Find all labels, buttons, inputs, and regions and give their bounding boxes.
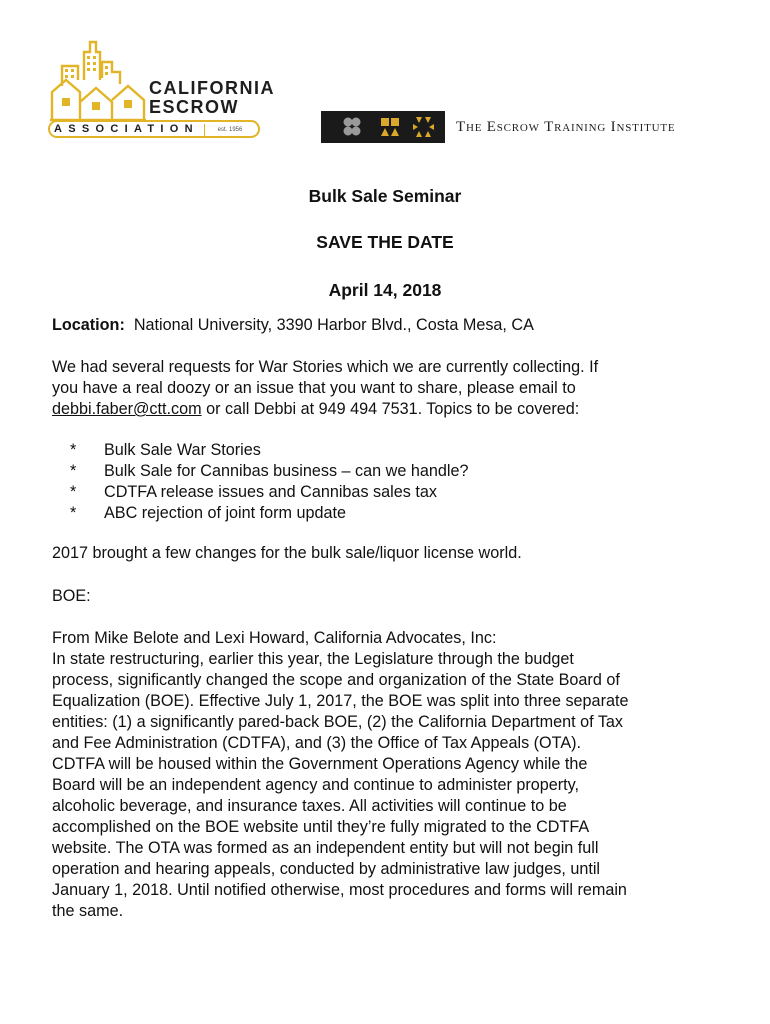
paragraph-line: operation and hearing appeals, conducted by administrative law judges, until bbox=[52, 860, 601, 878]
topic-text: Bulk Sale War Stories bbox=[104, 441, 261, 459]
changes-line: 2017 brought a few changes for the bulk sale/liquor license world. bbox=[52, 544, 522, 562]
bullet-marker: * bbox=[70, 483, 77, 501]
paragraph-line: entities: (1) a significantly pared-back BOE, (2) the California Department of Tax bbox=[52, 713, 624, 731]
cea-line-california: CALIFORNIA bbox=[149, 78, 275, 98]
paragraph-line: Equalization (BOE). Effective July 1, 2017, the BOE was split into three separate bbox=[52, 692, 629, 710]
bullet-marker: * bbox=[70, 504, 77, 522]
cea-line-escrow: ESCROW bbox=[149, 97, 239, 117]
paragraph-line: process, significantly changed the scope and organization of the State Board of bbox=[52, 671, 620, 689]
paragraph-line: In state restructuring, earlier this year, the Legislature through the budget bbox=[52, 650, 574, 668]
paragraph-line: and Fee Administration (CDTFA), and (3) the Office of Tax Appeals (OTA). bbox=[52, 734, 582, 752]
paragraph-line: the same. bbox=[52, 902, 124, 920]
eti-emblem-icon bbox=[321, 111, 445, 143]
save-the-date-heading: SAVE THE DATE bbox=[316, 232, 454, 252]
intro-line-1: We had several requests for War Stories which we are currently collecting. If bbox=[52, 358, 599, 376]
escrow-training-institute-logo bbox=[321, 111, 741, 145]
paragraph-line: website. The OTA was formed as an independent entity but will not begin full bbox=[52, 839, 599, 857]
topic-text: CDTFA release issues and Cannibas sales tax bbox=[104, 483, 437, 501]
location-label: Location: bbox=[52, 316, 125, 334]
paragraph-line: From Mike Belote and Lexi Howard, California Advocates, Inc: bbox=[52, 629, 497, 647]
intro-line-3-rest: or call Debbi at 949 494 7531. Topics to be covered: bbox=[201, 400, 580, 418]
bullet-marker: * bbox=[70, 441, 77, 459]
paragraph-line: alcoholic beverage, and insurance taxes. All activities will continue to be bbox=[52, 797, 567, 815]
location-line bbox=[52, 315, 534, 336]
eti-name-text: The Escrow Training Institute bbox=[456, 119, 676, 135]
cea-association-bar bbox=[48, 120, 260, 138]
page-title: Bulk Sale Seminar bbox=[308, 186, 462, 206]
email-link[interactable]: debbi.faber@ctt.com bbox=[52, 400, 202, 418]
paragraph-line: Board will be an independent agency and continue to administer property, bbox=[52, 776, 580, 794]
boe-label: BOE: bbox=[52, 587, 91, 605]
cea-name-text bbox=[149, 79, 275, 117]
paragraph-line: CDTFA will be housed within the Government Operations Agency while the bbox=[52, 755, 588, 773]
topic-text: Bulk Sale for Cannibas business – can we handle? bbox=[104, 462, 469, 480]
intro-line-2: you have a real doozy or an issue that you want to share, please email to bbox=[52, 379, 576, 397]
location-value: National University, 3390 Harbor Blvd., Costa Mesa, CA bbox=[133, 316, 534, 334]
cea-line-association: ASSOCIATION bbox=[54, 123, 199, 135]
bullet-marker: * bbox=[70, 462, 77, 480]
boe-paragraph bbox=[52, 628, 628, 922]
city-skyline-icon bbox=[48, 40, 158, 122]
event-date: April 14, 2018 bbox=[328, 280, 442, 300]
california-escrow-association-logo bbox=[48, 40, 275, 144]
topic-text: ABC rejection of joint form update bbox=[104, 504, 347, 522]
paragraph-line: accomplished on the BOE website until they’re fully migrated to the CDTFA bbox=[52, 818, 590, 836]
intro-line-3 bbox=[52, 399, 579, 420]
cea-est-text: est. 1956 bbox=[204, 124, 255, 136]
paragraph-line: January 1, 2018. Until notified otherwise, most procedures and forms will remain bbox=[52, 881, 627, 899]
